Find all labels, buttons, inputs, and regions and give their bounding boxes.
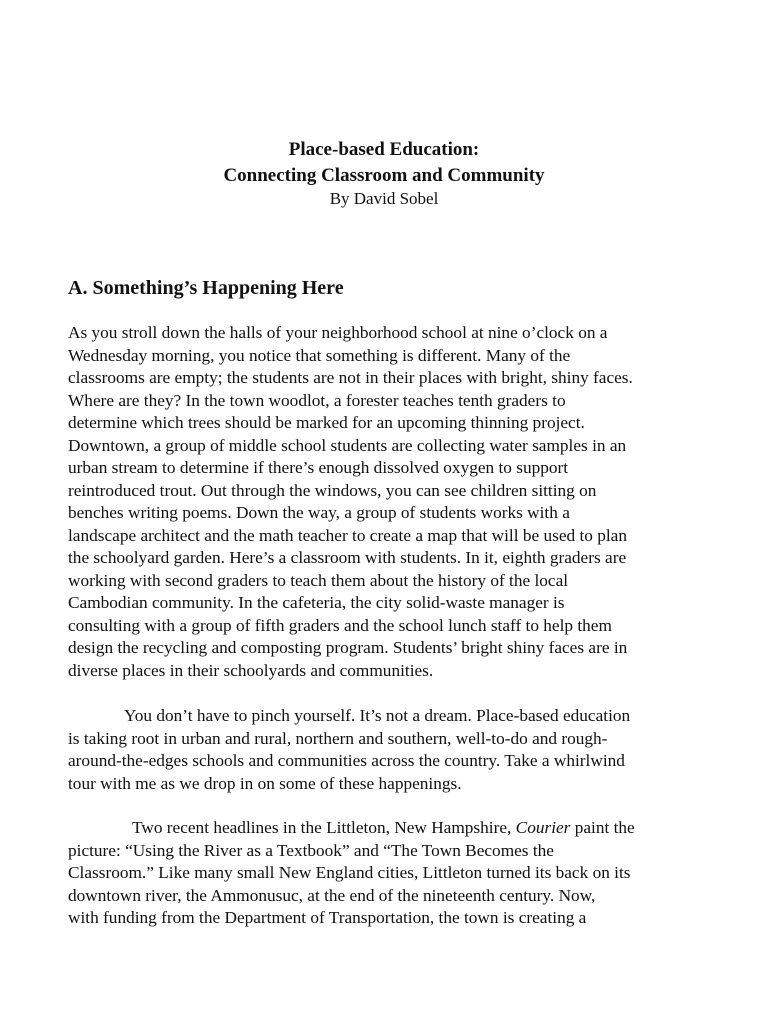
paragraph-line: classrooms are empty; the students are not in their places with bright, shiny faces. <box>68 368 633 387</box>
paragraph-line: benches writing poems. Down the way, a group of students works with a <box>68 503 570 522</box>
paragraph-line: picture: “Using the River as a Textbook” and “The Town Becomes the <box>68 840 554 860</box>
paragraph-line <box>68 817 718 840</box>
paragraph-line: urban stream to determine if there’s enough dissolved oxygen to support <box>68 458 569 477</box>
paragraph-line: Where are they? In the town woodlot, a forester teaches tenth graders to <box>68 390 566 410</box>
paragraph-line: Classroom.” Like many small New England cities, Littleton turned its back on its <box>68 863 631 882</box>
paragraph-line: working with second graders to teach them about the history of the local <box>68 570 569 590</box>
paragraph-3 <box>68 817 718 930</box>
paragraph-line: with funding from the Department of Transportation, the town is creating a <box>68 908 587 927</box>
paragraph-line: tour with me as we drop in on some of these happenings. <box>68 773 462 793</box>
paragraph-line: is taking root in urban and rural, northern and southern, well-to-do and rough- <box>68 728 608 748</box>
paragraph-line: As you stroll down the halls of your neighborhood school at nine o’clock on a <box>68 323 608 342</box>
paragraph-line: landscape architect and the math teacher to create a map that will be used to plan <box>68 525 627 545</box>
paragraph-line: diverse places in their schoolyards and communities. <box>68 660 434 680</box>
paragraph-line: design the recycling and composting program. Students’ bright shiny faces are in <box>68 638 628 657</box>
paragraph-line: determine which trees should be marked for an upcoming thinning project. <box>68 413 585 432</box>
text-run: Two recent headlines in the Littleton, New Hampshire, <box>132 818 516 837</box>
paragraph-2 <box>68 705 718 795</box>
title-line-1: Place-based Education: <box>288 139 480 160</box>
paragraph-line: the schoolyard garden. Here’s a classroom with students. In it, eighth graders are <box>68 548 627 567</box>
section-heading: A. Something’s Happening Here <box>68 277 344 299</box>
byline: By David Sobel <box>329 189 439 208</box>
paragraph-line: Wednesday morning, you notice that something is different. Many of the <box>68 345 571 365</box>
paragraph-1 <box>68 322 718 682</box>
paragraph-line: Downtown, a group of middle school students are collecting water samples in an <box>68 435 627 455</box>
paragraph-line: downtown river, the Ammonusuc, at the end of the nineteenth century. Now, <box>68 885 596 905</box>
title-line-2: Connecting Classroom and Community <box>223 165 545 186</box>
newspaper-name: Courier <box>515 818 571 837</box>
paragraph-line: You don’t have to pinch yourself. It’s not a dream. Place-based education <box>124 706 631 725</box>
paragraph-line: consulting with a group of fifth graders and the school lunch staff to help them <box>68 615 612 635</box>
paragraph-line: Cambodian community. In the cafeteria, the city solid-waste manager is <box>68 593 565 612</box>
paragraph-line: around-the-edges schools and communities across the country. Take a whirlwind <box>68 751 625 770</box>
paragraph-line: reintroduced trout. Out through the windows, you can see children sitting on <box>68 480 597 500</box>
text-run: paint the <box>570 818 635 837</box>
